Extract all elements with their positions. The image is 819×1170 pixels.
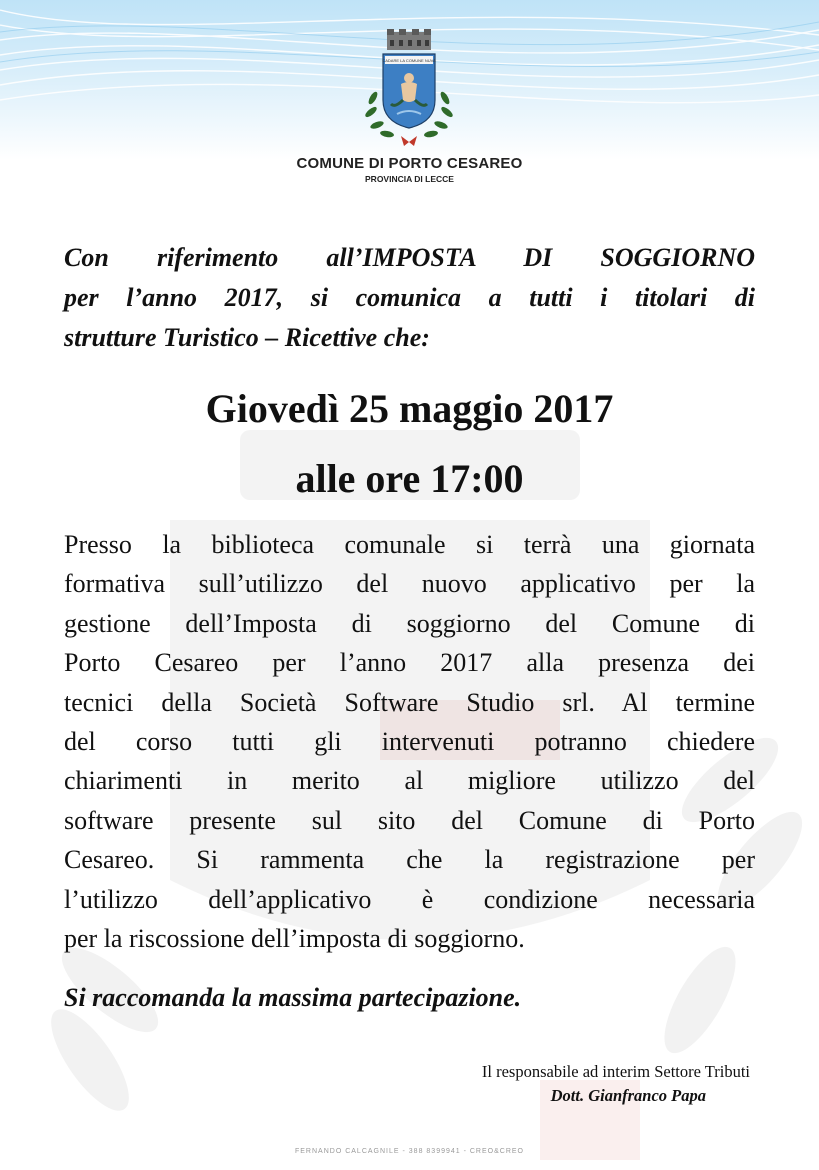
body-line: per la riscossione dell’imposta di soggiorno. (64, 924, 525, 954)
body-line: gestione dell’Imposta di soggiorno del Comune di (64, 608, 755, 638)
municipal-crest-logo (359, 28, 459, 150)
event-time: alle ore 17:00 (295, 456, 524, 501)
footer-credit: FERNANDO CALCAGNILE - 388 8399941 - CREO&CREO (294, 1148, 524, 1155)
body-line: formativa sull’utilizzo del nuovo applicativo per la (64, 569, 755, 599)
event-date: Giovedì 25 maggio 2017 (205, 386, 614, 431)
body-line: l’utilizzo dell’applicativo è condizione necessaria (64, 884, 755, 914)
crest-banner-text: CADARE LA COMUNE NUVA (382, 58, 436, 63)
intro-line: strutture Turistico – Ricettive che: (64, 323, 430, 352)
body-line: tecnici della Società Software Studio srl. Al termine (64, 687, 755, 717)
body-line: chiarimenti in merito al migliore utilizzo del (64, 766, 755, 796)
intro-paragraph (64, 238, 755, 358)
body-line: del corso tutti gli intervenuti potranno chiedere (64, 727, 755, 757)
body-line: Porto Cesareo per l’anno 2017 alla presenza dei (64, 648, 755, 678)
intro-line: Con riferimento all’IMPOSTA DI SOGGIORNO (64, 243, 755, 272)
closing-line: Si raccomanda la massima partecipazione. (64, 983, 522, 1012)
body-paragraph (64, 525, 755, 958)
intro-line: per l’anno 2017, si comunica a tutti i titolari di (64, 283, 755, 312)
signature-name: Dott. Gianfranco Papa (550, 1086, 706, 1105)
signature-role: Il responsabile ad interim Settore Tributi (481, 1062, 750, 1081)
body-line: software presente sul sito del Comune di Porto (64, 805, 755, 835)
comune-title: COMUNE DI PORTO CESAREO (296, 155, 523, 172)
provincia-subtitle: PROVINCIA DI LECCE (365, 174, 454, 184)
body-line: Presso la biblioteca comunale si terrà una giornata (64, 530, 755, 559)
body-line: Cesareo. Si rammenta che la registrazione per (64, 845, 755, 875)
